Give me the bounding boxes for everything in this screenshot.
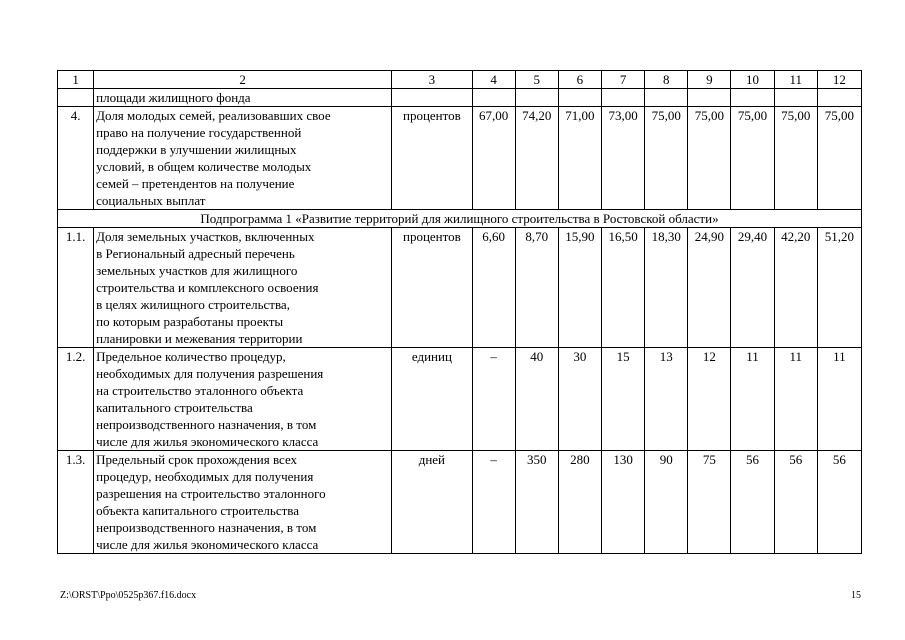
table-row: [58, 228, 862, 348]
indicators-table: [57, 70, 862, 554]
value-cell: 16,50: [602, 228, 645, 348]
col-header: 8: [645, 71, 688, 89]
col-header: 5: [515, 71, 558, 89]
table-row: [58, 451, 862, 554]
header-row: [58, 71, 862, 89]
value-cell: 75,00: [817, 107, 861, 210]
row-description: Доля земельных участков, включенных в Региональный адресный перечень земельных участков для жилищного строительства и комплексного освоения в целях жилищного строительства, по которым разработаны проекты планировки и межевания территории: [94, 228, 392, 348]
page-number: 15: [851, 590, 861, 601]
value-cell: 11: [731, 348, 774, 451]
table-row: [58, 348, 862, 451]
value-cell: 11: [817, 348, 861, 451]
value-cell: 15,90: [558, 228, 601, 348]
value-cell: 75,00: [774, 107, 817, 210]
file-path: Z:\ORST\Ppo\0525p367.f16.docx: [60, 590, 197, 601]
value-cell: 67,00: [472, 107, 515, 210]
value-cell: –: [472, 348, 515, 451]
value-cell: 18,30: [645, 228, 688, 348]
row-description: Доля молодых семей, реализовавших свое право на получение государственной поддержки в улучшении жилищных условий, в общем количестве молодых семей – претендентов на получение социальных выплат: [94, 107, 392, 210]
value-cell: 42,20: [774, 228, 817, 348]
value-cell: 90: [645, 451, 688, 554]
table-row: [58, 107, 862, 210]
row-description: Предельный срок прохождения всех процедур, необходимых для получения разрешения на строительство эталонного объекта капитального строительства непроизводственного назначения, в том числе для жилья экономического класса: [94, 451, 392, 554]
col-header: 9: [688, 71, 731, 89]
value-cell: 280: [558, 451, 601, 554]
value-cell: 15: [602, 348, 645, 451]
value-cell: 12: [688, 348, 731, 451]
subprogram-title: Подпрограмма 1 «Развитие территорий для жилищного строительства в Ростовской области»: [58, 210, 862, 228]
row-number: 1.2.: [58, 348, 94, 451]
value-cell: 56: [817, 451, 861, 554]
value-cell: 350: [515, 451, 558, 554]
col-header: 4: [472, 71, 515, 89]
value-cell: 73,00: [602, 107, 645, 210]
col-header: 12: [817, 71, 861, 89]
col-header: 7: [602, 71, 645, 89]
value-cell: 11: [774, 348, 817, 451]
value-cell: 56: [731, 451, 774, 554]
value-cell: –: [472, 451, 515, 554]
value-cell: 13: [645, 348, 688, 451]
value-cell: 75: [688, 451, 731, 554]
row-unit: дней: [392, 451, 472, 554]
value-cell: 29,40: [731, 228, 774, 348]
row-number: 1.3.: [58, 451, 94, 554]
value-cell: 6,60: [472, 228, 515, 348]
col-header: 1: [58, 71, 94, 89]
row-unit: единиц: [392, 348, 472, 451]
value-cell: 74,20: [515, 107, 558, 210]
value-cell: 130: [602, 451, 645, 554]
col-header: 11: [774, 71, 817, 89]
row-unit: процентов: [392, 228, 472, 348]
value-cell: 56: [774, 451, 817, 554]
value-cell: 75,00: [645, 107, 688, 210]
col-header: 3: [392, 71, 472, 89]
row-description: площади жилищного фонда: [94, 89, 392, 107]
col-header: 2: [94, 71, 392, 89]
row-unit: процентов: [392, 107, 472, 210]
value-cell: 8,70: [515, 228, 558, 348]
value-cell: 30: [558, 348, 601, 451]
value-cell: 75,00: [731, 107, 774, 210]
row-number: 4.: [58, 107, 94, 210]
row-description: Предельное количество процедур, необходимых для получения разрешения на строительство эталонного объекта капитального строительства непроизводственного назначения, в том числе для жилья экономического класса: [94, 348, 392, 451]
value-cell: 75,00: [688, 107, 731, 210]
value-cell: 24,90: [688, 228, 731, 348]
col-header: 10: [731, 71, 774, 89]
value-cell: 71,00: [558, 107, 601, 210]
subprogram-row: [58, 210, 862, 228]
row-number: 1.1.: [58, 228, 94, 348]
value-cell: 51,20: [817, 228, 861, 348]
value-cell: 40: [515, 348, 558, 451]
col-header: 6: [558, 71, 601, 89]
table-row-continuation: [58, 89, 862, 107]
